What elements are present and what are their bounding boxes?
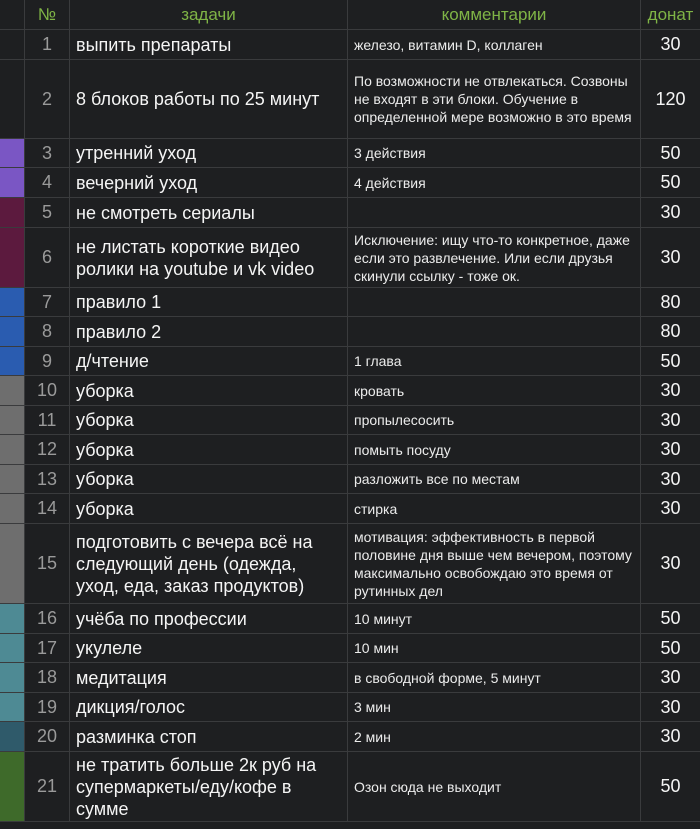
task-cell[interactable]: выпить препараты: [70, 30, 348, 59]
comment-cell[interactable]: железо, витамин D, коллаген: [348, 30, 641, 59]
table-row: [0, 347, 700, 376]
task-cell[interactable]: уборка: [70, 435, 348, 464]
donat-cell[interactable]: 30: [660, 34, 681, 54]
row-number-cell[interactable]: 18: [25, 663, 70, 692]
donat-cell[interactable]: 80: [660, 291, 681, 312]
task-cell[interactable]: не листать короткие видео ролики на youtube и vk video: [70, 228, 348, 287]
row-number-cell[interactable]: 21: [25, 752, 70, 821]
row-color-cell[interactable]: [0, 494, 25, 523]
table-row: [0, 288, 700, 317]
table-row: [0, 604, 700, 634]
table-row: [0, 752, 700, 822]
row-number-cell[interactable]: 3: [25, 139, 70, 167]
row-color-cell[interactable]: [0, 347, 25, 375]
table-row: [0, 376, 700, 406]
row-number-cell[interactable]: 7: [25, 288, 70, 316]
row-color-cell[interactable]: [0, 693, 25, 721]
table-row: [0, 663, 700, 693]
donat-cell[interactable]: 50: [660, 776, 681, 796]
comment-cell[interactable]: [348, 288, 641, 316]
comment-cell[interactable]: [348, 198, 641, 227]
row-number-cell[interactable]: 1: [25, 30, 70, 59]
donat-cell[interactable]: 30: [660, 726, 681, 746]
header-color-cell[interactable]: [0, 0, 25, 29]
task-cell[interactable]: правило 1: [70, 288, 348, 316]
donat-cell[interactable]: 50: [660, 172, 681, 192]
row-color-cell[interactable]: [0, 722, 25, 751]
row-number-cell[interactable]: 15: [25, 524, 70, 603]
row-number-cell[interactable]: 4: [25, 168, 70, 197]
donat-cell[interactable]: 30: [660, 696, 681, 717]
header-num[interactable]: №: [25, 0, 70, 29]
row-number-cell[interactable]: 9: [25, 347, 70, 375]
row-number-cell[interactable]: 20: [25, 722, 70, 751]
table-row: [0, 30, 700, 60]
row-number-cell[interactable]: 13: [25, 465, 70, 493]
comment-cell[interactable]: 10 мин: [348, 634, 641, 662]
comment-cell[interactable]: 3 мин: [348, 693, 641, 721]
task-cell[interactable]: утренний уход: [70, 139, 348, 167]
row-color-cell[interactable]: [0, 139, 25, 167]
table-row: [0, 60, 700, 139]
header-task[interactable]: задачи: [70, 0, 348, 29]
row-number-cell[interactable]: 5: [25, 198, 70, 227]
table-row: [0, 524, 700, 604]
comment-cell[interactable]: 2 мин: [348, 722, 641, 751]
task-cell[interactable]: 8 блоков работы по 25 минут: [70, 60, 348, 138]
table-row: [0, 168, 700, 198]
header-comment[interactable]: комментарии: [348, 0, 641, 29]
task-cell[interactable]: медитация: [70, 663, 348, 692]
donat-cell[interactable]: 30: [660, 667, 681, 687]
row-number-cell[interactable]: 16: [25, 604, 70, 633]
task-cell[interactable]: вечерний уход: [70, 168, 348, 197]
task-cell[interactable]: укулеле: [70, 634, 348, 662]
row-color-cell[interactable]: [0, 317, 25, 346]
table-row: [0, 634, 700, 663]
task-cell[interactable]: разминка стоп: [70, 722, 348, 751]
row-number-cell[interactable]: 6: [25, 228, 70, 287]
row-number-cell[interactable]: 11: [25, 406, 70, 434]
row-color-cell[interactable]: [0, 198, 25, 227]
row-color-cell[interactable]: [0, 60, 25, 138]
comment-cell[interactable]: пропылесосить: [348, 406, 641, 434]
row-color-cell[interactable]: [0, 604, 25, 633]
row-number-cell[interactable]: 8: [25, 317, 70, 346]
row-number-cell[interactable]: 2: [25, 60, 70, 138]
donat-cell[interactable]: 30: [660, 380, 681, 400]
donat-cell[interactable]: 120: [655, 88, 686, 109]
table-body: [0, 30, 700, 822]
donat-cell[interactable]: 30: [660, 409, 681, 430]
row-color-cell[interactable]: [0, 30, 25, 59]
donat-cell[interactable]: 30: [660, 202, 681, 222]
donat-cell[interactable]: 30: [660, 439, 681, 459]
row-color-cell[interactable]: [0, 634, 25, 662]
comment-cell[interactable]: По возможности не отвлекаться. Созвоны не входят в эти блоки. Обучение в определенной мере возможно в это время: [348, 60, 641, 138]
row-number-cell[interactable]: 17: [25, 634, 70, 662]
table-row: [0, 494, 700, 524]
comment-cell[interactable]: в свободной форме, 5 минут: [348, 663, 641, 692]
donat-cell[interactable]: 50: [660, 142, 681, 163]
row-number-cell[interactable]: 14: [25, 494, 70, 523]
donat-cell[interactable]: 80: [660, 321, 681, 341]
row-color-cell[interactable]: [0, 168, 25, 197]
task-cell[interactable]: дикция/голос: [70, 693, 348, 721]
row-number-cell[interactable]: 19: [25, 693, 70, 721]
row-color-cell[interactable]: [0, 752, 25, 821]
comment-cell[interactable]: разложить все по местам: [348, 465, 641, 493]
row-color-cell[interactable]: [0, 288, 25, 316]
donat-cell[interactable]: 30: [660, 553, 681, 573]
table-row: [0, 317, 700, 347]
comment-cell[interactable]: 4 действия: [348, 168, 641, 197]
comment-cell[interactable]: 1 глава: [348, 347, 641, 375]
task-cell[interactable]: уборка: [70, 494, 348, 523]
table-row: [0, 198, 700, 228]
comment-cell[interactable]: 10 минут: [348, 604, 641, 633]
row-color-cell[interactable]: [0, 376, 25, 405]
comment-cell[interactable]: Исключение: ищу что-то конкретное, даже если это развлечение. Или если друзья скинули ссылку - тоже ок.: [348, 228, 641, 287]
comment-cell[interactable]: помыть посуду: [348, 435, 641, 464]
row-color-cell[interactable]: [0, 663, 25, 692]
table-row: [0, 406, 700, 435]
task-cell[interactable]: уборка: [70, 465, 348, 493]
row-color-cell[interactable]: [0, 465, 25, 493]
table-row: [0, 693, 700, 722]
row-color-cell[interactable]: [0, 406, 25, 434]
task-cell[interactable]: подготовить с вечера всё на следующий день (одежда, уход, еда, заказ продуктов): [70, 524, 348, 603]
task-cell[interactable]: уборка: [70, 406, 348, 434]
comment-cell[interactable]: кровать: [348, 376, 641, 405]
comment-cell[interactable]: Озон сюда не выходит: [348, 752, 641, 821]
donat-cell[interactable]: 50: [660, 637, 681, 658]
comment-cell[interactable]: [348, 317, 641, 346]
table-row: [0, 722, 700, 752]
row-color-cell[interactable]: [0, 228, 25, 287]
header-row: [0, 0, 700, 30]
task-cell[interactable]: д/чтение: [70, 347, 348, 375]
comment-cell[interactable]: мотивация: эффективность в первой половине дня выше чем вечером, поэтому максимально освобождаю это время от рутинных дел: [348, 524, 641, 603]
row-color-cell[interactable]: [0, 524, 25, 603]
row-number-cell[interactable]: 10: [25, 376, 70, 405]
task-cell[interactable]: учёба по профессии: [70, 604, 348, 633]
donat-cell[interactable]: 50: [660, 608, 681, 628]
donat-cell[interactable]: 30: [660, 468, 681, 489]
donat-cell[interactable]: 30: [660, 498, 681, 518]
table-row: [0, 465, 700, 494]
table-row: [0, 228, 700, 288]
donat-cell[interactable]: 50: [660, 350, 681, 371]
table-row: [0, 435, 700, 465]
row-number-cell[interactable]: 12: [25, 435, 70, 464]
task-cell[interactable]: правило 2: [70, 317, 348, 346]
task-cell[interactable]: не тратить больше 2к руб на супермаркеты/еду/кофе в сумме: [70, 752, 348, 821]
comment-cell[interactable]: стирка: [348, 494, 641, 523]
task-cell[interactable]: уборка: [70, 376, 348, 405]
table-row: [0, 139, 700, 168]
comment-cell[interactable]: 3 действия: [348, 139, 641, 167]
row-color-cell[interactable]: [0, 435, 25, 464]
task-cell[interactable]: не смотреть сериалы: [70, 198, 348, 227]
donat-cell[interactable]: 30: [660, 247, 681, 267]
header-donat[interactable]: донат: [647, 4, 694, 24]
